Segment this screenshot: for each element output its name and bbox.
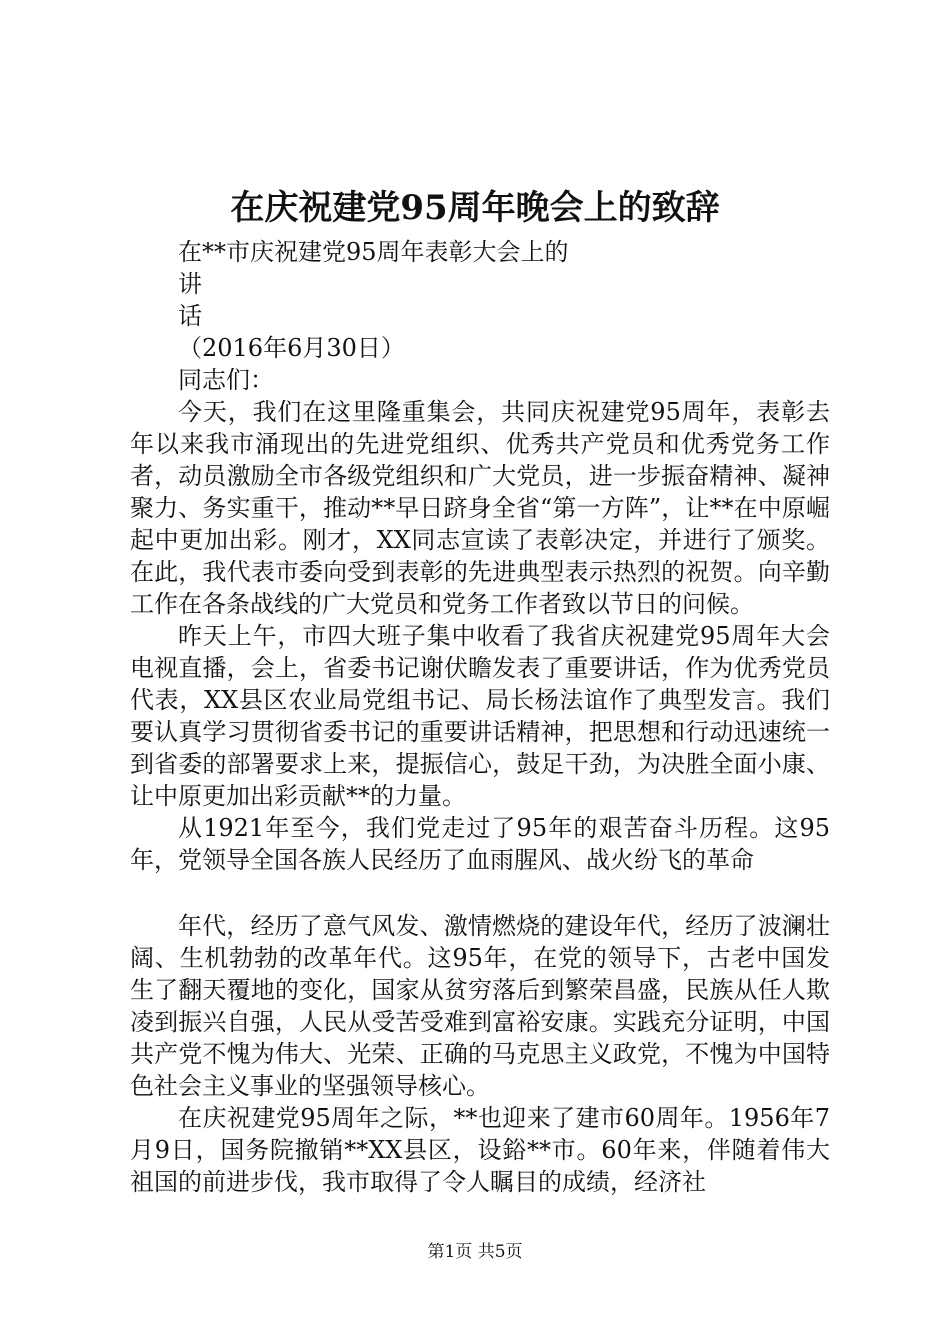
body-paragraph: 在庆祝建党95周年之际，**也迎来了建市60周年。1956年7月9日，国务院撤销**XX县区，设鋊**市。60年来，伴随着伟大祖国的前进步伐，我市取得了令人瞩目的成绩，经济社: [130, 1104, 830, 1196]
body-paragraph: 今天，我们在这里隆重集会，共同庆祝建党95周年，表彰去年以来我市涌现出的先进党组织、优秀共产党员和优秀党务工作者，动员激励全市各级党组织和广大党员，进一步振奋精神、凝神聚力、务实重干，推动**早日跻身全省“第一方阵”，让**在中原崛起中更加出彩。刚才，XX同志宣读了表彰决定，并进行了颁奖。在此，我代表市委向受到表彰的先进典型表示热烈的祝贺。向辛勤工作在各条战线的广大党员和党务工作者致以节日的问候。: [130, 398, 830, 618]
body-paragraph: 昨天上午，市四大班子集中收看了我省庆祝建党95周年大会电视直播，会上，省委书记谢伏瞻发表了重要讲话，作为优秀党员代表，XX县区农业局党组书记、局长杨法谊作了典型发言。我们要认真学习贯彻省委书记的重要讲话精神，把思想和行动迅速统一到省委的部署要求上来，提振信心，鼓足干劲，为决胜全面小康、让中原更加出彩贡献**的力量。: [130, 622, 830, 810]
subtitle-line: 在**市庆祝建党95周年表彰大会上的: [178, 238, 569, 266]
speech-date: （2016年6月30日）: [178, 334, 405, 362]
subtitle-line: 讲: [178, 270, 202, 298]
body-text-part1: [130, 396, 830, 876]
subtitle-line: 话: [178, 302, 202, 330]
document-title: 在庆祝建党95周年晚会上的致辞: [230, 188, 720, 228]
document-header-block: [130, 236, 830, 396]
page-footer: 第1页 共5页: [427, 1242, 523, 1262]
body-text-part2: [130, 910, 830, 1198]
salutation: 同志们：: [178, 366, 274, 394]
body-paragraph-continuation: 年代，经历了意气风发、激情燃烧的建设年代，经历了波澜壮阔、生机勃勃的改革年代。这95年，在党的领导下，古老中国发生了翻天覆地的变化，国家从贫穷落后到繁荣昌盛，民族从任人欺凌到振兴自强，人民从受苦受难到富裕安康。实践充分证明，中国共产党不愧为伟大、光荣、正确的马克思主义政党，不愧为中国特色社会主义事业的坚强领导核心。: [130, 912, 830, 1100]
body-paragraph: 从1921年至今，我们党走过了95年的艰苦奋斗历程。这95年，党领导全国各族人民经历了血雨腥风、战火纷飞的革命: [130, 814, 830, 874]
